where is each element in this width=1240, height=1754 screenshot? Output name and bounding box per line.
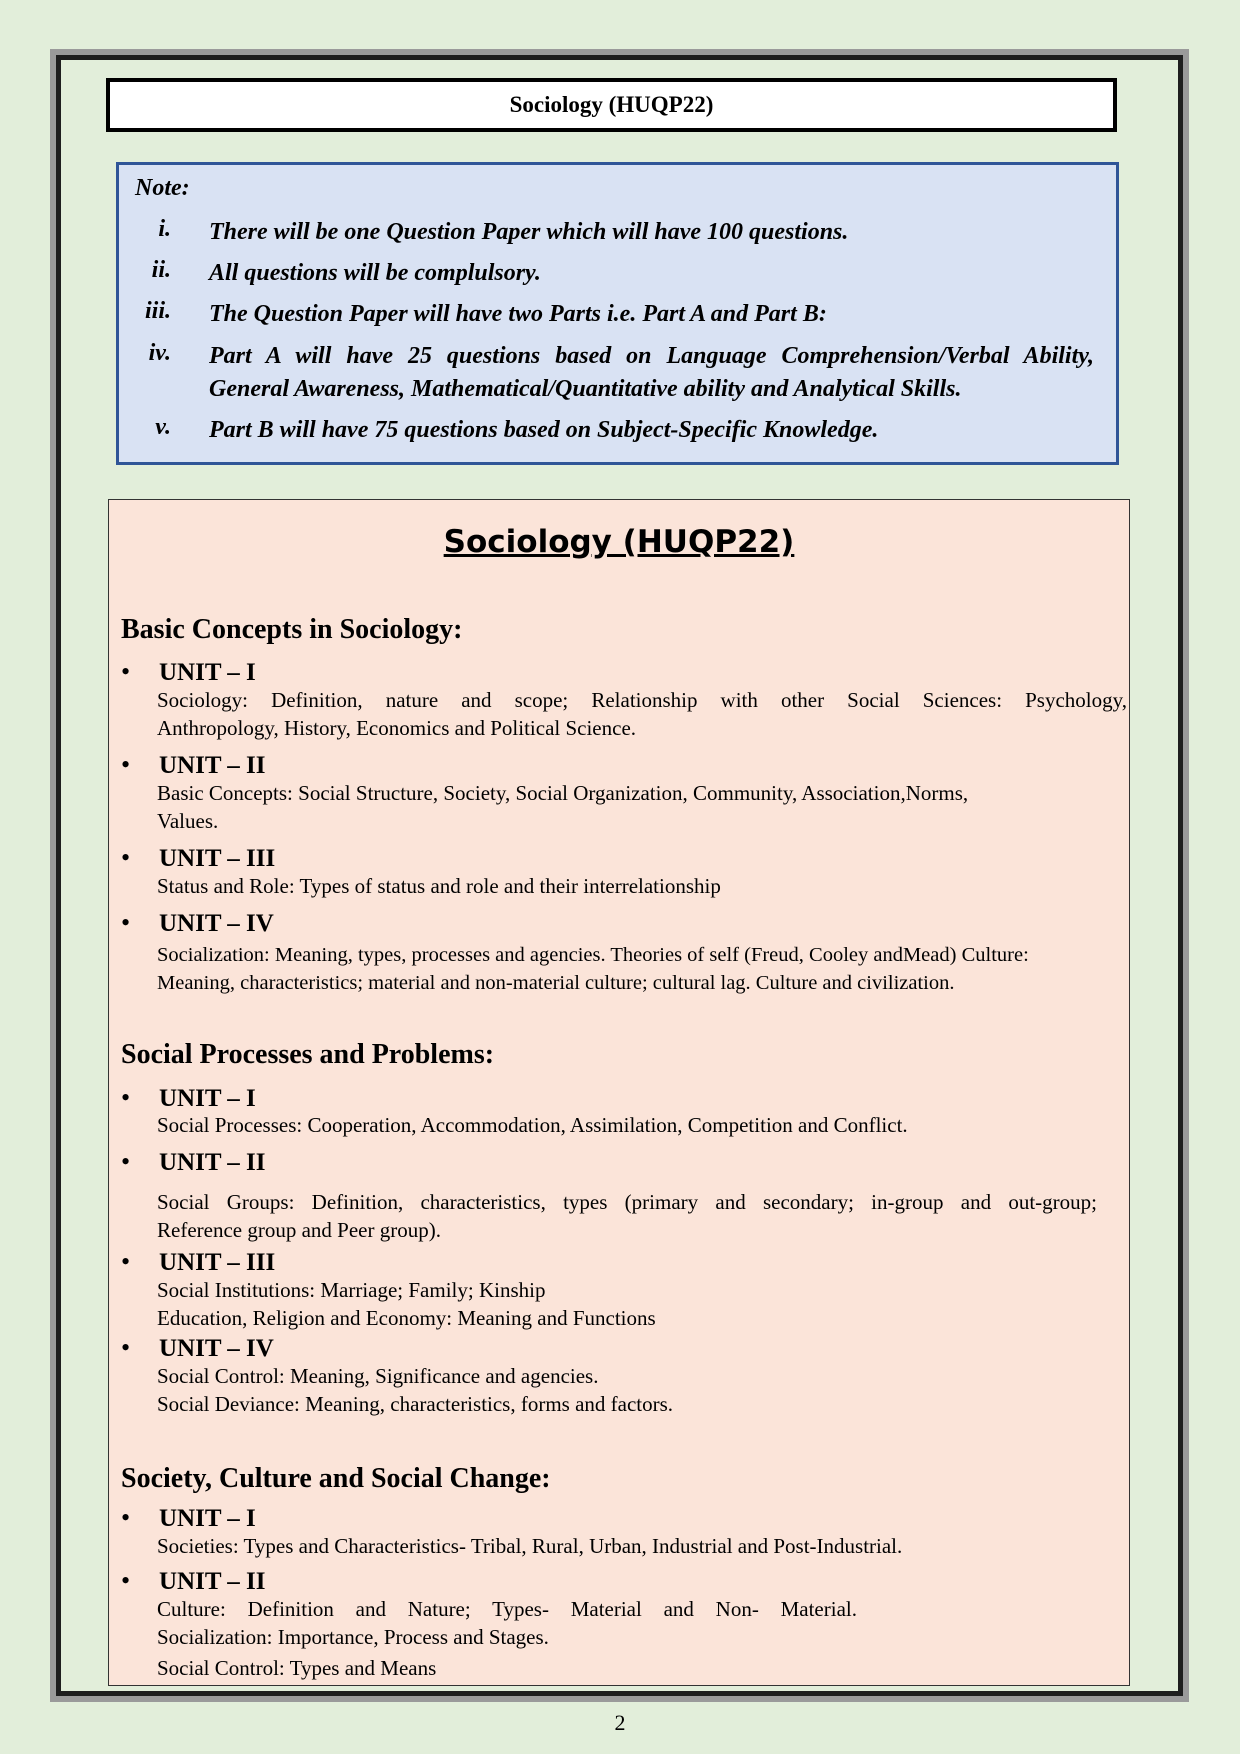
- unit-description-line: Values.: [157, 809, 219, 833]
- unit-description-line: Meaning, characteristics; material and non-material culture; cultural lag. Culture and civilization.: [157, 972, 955, 994]
- unit-description-line: Basic Concepts: Social Structure, Society, Social Organization, Community, Association,Norms,: [157, 781, 969, 805]
- note-heading: Note:: [135, 175, 190, 201]
- unit-description: [157, 686, 1127, 742]
- unit-description-line: Socialization: Meaning, types, processes and agencies. Theories of self (Freud, Cooley andMead) Culture:: [157, 944, 1029, 966]
- unit-description: [157, 1362, 1097, 1418]
- unit-description-line: Anthropology, History, Economics and Political Science.: [157, 716, 637, 740]
- unit-description: [157, 872, 1077, 900]
- header-title-box: [106, 78, 1117, 132]
- unit-description-line: Social Control: Meaning, Significance and agencies.: [157, 1364, 599, 1388]
- bullet-icon: •: [121, 1503, 131, 1532]
- unit-description: [157, 1532, 1097, 1560]
- unit-description: [157, 941, 1132, 997]
- note-item-text: The Question Paper will have two Parts i.e. Part A and Part B:: [209, 301, 827, 327]
- page-number: 2: [614, 1710, 626, 1735]
- unit-description: [157, 1276, 1097, 1332]
- note-item-number: v.: [155, 414, 171, 440]
- unit-description-line: Societies: Types and Characteristics- Tribal, Rural, Urban, Industrial and Post-Industrial.: [157, 1534, 903, 1558]
- unit-label: UNIT – II: [159, 752, 266, 779]
- unit-label: UNIT – II: [159, 1568, 266, 1595]
- unit-description-line: Reference group and Peer group).: [157, 1218, 441, 1242]
- header-title: Sociology (HUQP22): [509, 92, 714, 117]
- unit-description: [157, 779, 1077, 835]
- unit-label: UNIT – I: [159, 1505, 256, 1532]
- bullet-icon: •: [121, 908, 131, 937]
- bullet-icon: •: [121, 657, 131, 686]
- unit-description: [157, 1188, 1097, 1244]
- note-item-number: i.: [158, 216, 171, 242]
- unit-description-line: Culture: Definition and Nature; Types- Material and Non- Material.: [157, 1597, 857, 1621]
- syllabus-box: [108, 499, 1130, 1686]
- unit-label: UNIT – I: [159, 1085, 256, 1112]
- note-item-number: ii.: [151, 257, 171, 283]
- unit-description-line: Social Processes: Cooperation, Accommodation, Assimilation, Competition and Conflict.: [157, 1113, 908, 1137]
- note-item-text-continued: General Awareness, Mathematical/Quantitative ability and Analytical Skills.: [209, 376, 962, 402]
- unit-description: [157, 1111, 1097, 1139]
- unit-description-line: Socialization: Importance, Process and Stages.: [157, 1625, 549, 1649]
- note-item-number: iii.: [144, 298, 171, 324]
- unit-description: [157, 1595, 1097, 1682]
- unit-description-line: Social Control: Types and Means: [157, 1656, 437, 1680]
- unit-label: UNIT – III: [159, 1249, 276, 1276]
- section-title: Social Processes and Problems:: [121, 1039, 495, 1070]
- bullet-icon: •: [121, 843, 131, 872]
- unit-description-line: Social Institutions: Marriage; Family; Kinship: [157, 1278, 546, 1302]
- note-item-number: iv.: [148, 340, 171, 366]
- unit-label: UNIT – IV: [159, 910, 274, 937]
- bullet-icon: •: [121, 1566, 131, 1595]
- unit-description-line: Social Deviance: Meaning, characteristics, forms and factors.: [157, 1392, 674, 1416]
- note-box: [116, 162, 1119, 465]
- unit-description-line: Education, Religion and Economy: Meaning and Functions: [157, 1306, 656, 1330]
- section-title: Basic Concepts in Sociology:: [121, 614, 463, 645]
- unit-label: UNIT – II: [159, 1149, 266, 1176]
- note-item-text: There will be one Question Paper which will have 100 questions.: [209, 219, 849, 245]
- note-item-text: Part A will have 25 questions based on Language Comprehension/Verbal Ability,: [209, 343, 1094, 369]
- bullet-icon: •: [121, 1247, 131, 1276]
- unit-description-line: Sociology: Definition, nature and scope; Relationship with other Social Sciences: Psychology,: [157, 688, 1127, 712]
- syllabus-title: Sociology (HUQP22): [443, 524, 795, 560]
- bullet-icon: •: [121, 750, 131, 779]
- note-item-text: All questions will be complulsory.: [209, 260, 541, 286]
- bullet-icon: •: [121, 1333, 131, 1362]
- unit-label: UNIT – IV: [159, 1335, 274, 1362]
- bullet-icon: •: [121, 1083, 131, 1112]
- unit-label: UNIT – I: [159, 659, 256, 686]
- unit-label: UNIT – III: [159, 845, 276, 872]
- unit-description-line: Social Groups: Definition, characteristics, types (primary and secondary; in-group and out-group;: [157, 1190, 1097, 1214]
- section-title: Society, Culture and Social Change:: [121, 1463, 551, 1494]
- unit-description-line: Status and Role: Types of status and role and their interrelationship: [157, 874, 721, 898]
- note-item-text: Part B will have 75 questions based on Subject-Specific Knowledge.: [209, 417, 879, 443]
- bullet-icon: •: [121, 1147, 131, 1176]
